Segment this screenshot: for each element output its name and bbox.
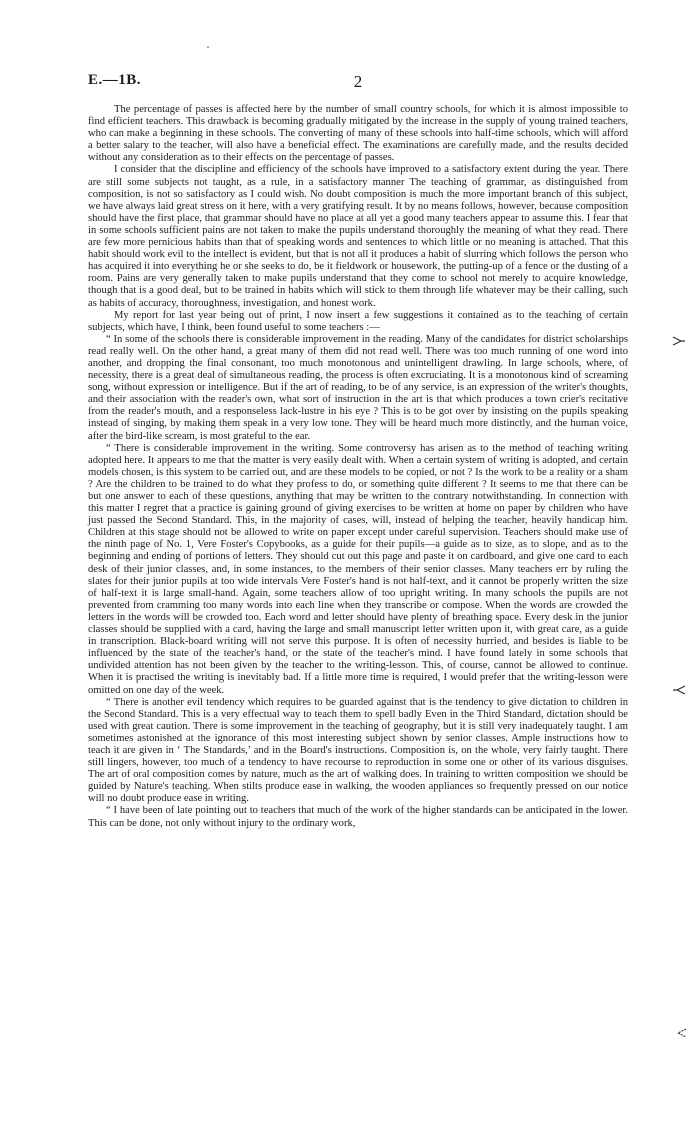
scan-speck [207, 46, 209, 48]
quote-higher-standards: “ I have been of late pointing out to teachers that much of the work of the higher standards can be anticipated in the lower. This can be done, not only without injury to the ordinary work, [88, 805, 628, 829]
margin-mark-upper [672, 334, 686, 348]
document-reference: E.—1B. [88, 72, 142, 88]
page-number: 2 [353, 72, 363, 91]
report-body [88, 104, 628, 830]
quote-dictation: “ There is another evil tendency which requires to be guarded against that is the tendency to give dictation to children in the Second Standard. This is a very effectual way to teach them to spell badly Even in the Third Standard, dictation should be used with great caution. There is some improvement in the teaching of geography, but it is still very inadequately taught. I am sometimes astonished at the ignorance of this most interesting subject shown by senior classes. Ample instructions how to teach it are given in ‘ The Standards,’ and in the Board's instructions. Composition is, on the whole, very fairly taught. There still lingers, however, too much of a tendency to have recourse to reproduction in some one or other of its various disguises. The art of oral composition comes by nature, much as the art of walking does. In training to written composition we should be guided by Nature's teaching. When stilts produce ease in walking, the wooden appliances so frequently pressed on our notice will no doubt produce ease in writing. [88, 696, 628, 805]
margin-mark-lower [673, 1026, 687, 1040]
quote-writing: “ There is considerable improvement in the writing. Some controversy has arisen as to the method of teaching writing adopted here. It appears to me that the matter is very easily dealt with. When a certain system of writing is adopted, and certain models chosen, is this system to be carried out, and are these models to be copied, or not ? Is the work to be a reality or a sham ? Are the children to be trained to do what they profess to do, or something quite different ? It seems to me that there can be but one answer to each of these questions, anything that may be written to the contrary notwithstanding. In connection with this matter I regret that a practice is gaining ground of giving exercises to be written at home on paper by children who have just passed the Second Standard. This, in the majority of cases, will, instead of helping the teacher, heavily handicap him. Children at this stage should not be allowed to write on paper except under careful supervision. Teachers should make use of the ninth page of No. 1, Vere Foster's Copybooks, as a guide for their pupils—a guide as to size, as to slope, and as to the beginning and ending of portions of letters. They should cut out this page and paste it on cardboard, and give one card to each desk of their junior classes, and, in some instances, to the members of their senior classes. Many teachers err by ruling the slates for their junior pupils at too wide intervals Vere Foster's hand is not half-text, and it cannot be properly written the size of half-text it is large small-hand. Again, some teachers allow of too upright writing. In many schools the pupils are not prevented from cramming too many words into each line when they transcribe or compose. When the words are crowded the letters in the words will be crowded too. Each word and letter should have plenty of breathing space. Every desk in the junior classes should be supplied with a card, having the large and small manuscript letter written upon it, with great care, as a guide in transcription. Black-board writing will not serve this purpose. It is often of necessity hurried, and besides is liable to be influenced by the state of the teacher's hand, or the state of the teacher's mind. I have found lately in some schools that undivided attention has not been given by the teacher to the writing-lesson. This, of course, cannot be allowed to continue. When it is practised the writing is inevitably bad. If a little more time is required, I would prefer that the writing-lesson were omitted on one day of the week. [88, 442, 628, 696]
paragraph-discipline: I consider that the discipline and efficiency of the schools have improved to a satisfactory extent during the year. There are still some subjects not taught, as a rule, in a satisfactory manner The teaching of grammar, as distinguished from composition, is not so satisfactory as I could wish. No doubt composition is much the more important branch of this subject, we have always laid great stress on it here, with a very gratifying result. It by no means follows, however, because composition should have the first place, that grammar should have no place at all yet a good many teachers appear to assume this. I fear that in some schools sufficient pains are not taken to make the pupils understand thoroughly the meaning of what they read. There are few more pernicious habits than that of speaking words and sentences to which little or no meaning is attached. That this habit should work evil to the intellect is evident, but that is not all it produces a habit of slurring which follows the person who has acquired it into everything he or she seeks to do, be it fieldwork or housework, the putting-up of a fence or the dusting of a room. Pains are very generally taken to make pupils understand that they come to school not merely to acquire knowledge, though that is a good deal, but to be trained in habits which will stick to them through life whatever may be their calling, such as habits of accuracy, thoroughness, investigation, and honest work. [88, 164, 628, 309]
page-header [88, 72, 628, 96]
paragraph-passes: The percentage of passes is affected here by the number of small country schools, for which it is almost impossible to find efficient teachers. This drawback is becoming gradually mitigated by the increase in the supply of young trained teachers, who can make a beginning in these schools. The converting of many of these schools into half-time schools, which will afford a better salary to the teacher, will also have a beneficial effect. The examinations are carefully made, and the results decided without any consideration as to their effects on the percentage of passes. [88, 104, 628, 164]
quote-reading: “ In some of the schools there is considerable improvement in the reading. Many of the candidates for district scholarships read really well. On the other hand, a great many of them did not read well. There was too much running of one word into another, and dropping the final consonant, too much monotonous and unintelligent drawling. In large schools, where, of necessity, there is a great deal of simultaneous reading, the process is often excruciating. It is a monotonous kind of screaming song, without expression or intelligence. But if the art of reading, to be of any service, is an expression of the writer's thoughts, and their association with the reader's own, what sort of instruction in the art is that which produces a town crier's recitative from the reader's mouth, and a responseless lack-lustre in his eye ? This is to be got over by insisting on the pupils speaking instead of singing, by making them speak in a very low tone. They will be heard much more distinctly, and the human voice, after the bird-like scream, is most grateful to the ear. [88, 333, 628, 442]
margin-mark-middle [672, 683, 686, 697]
paragraph-report-suggestions: My report for last year being out of print, I now insert a few suggestions it contained as to the teaching of certain subjects, which have, I think, been found useful to some teachers :— [88, 309, 628, 333]
